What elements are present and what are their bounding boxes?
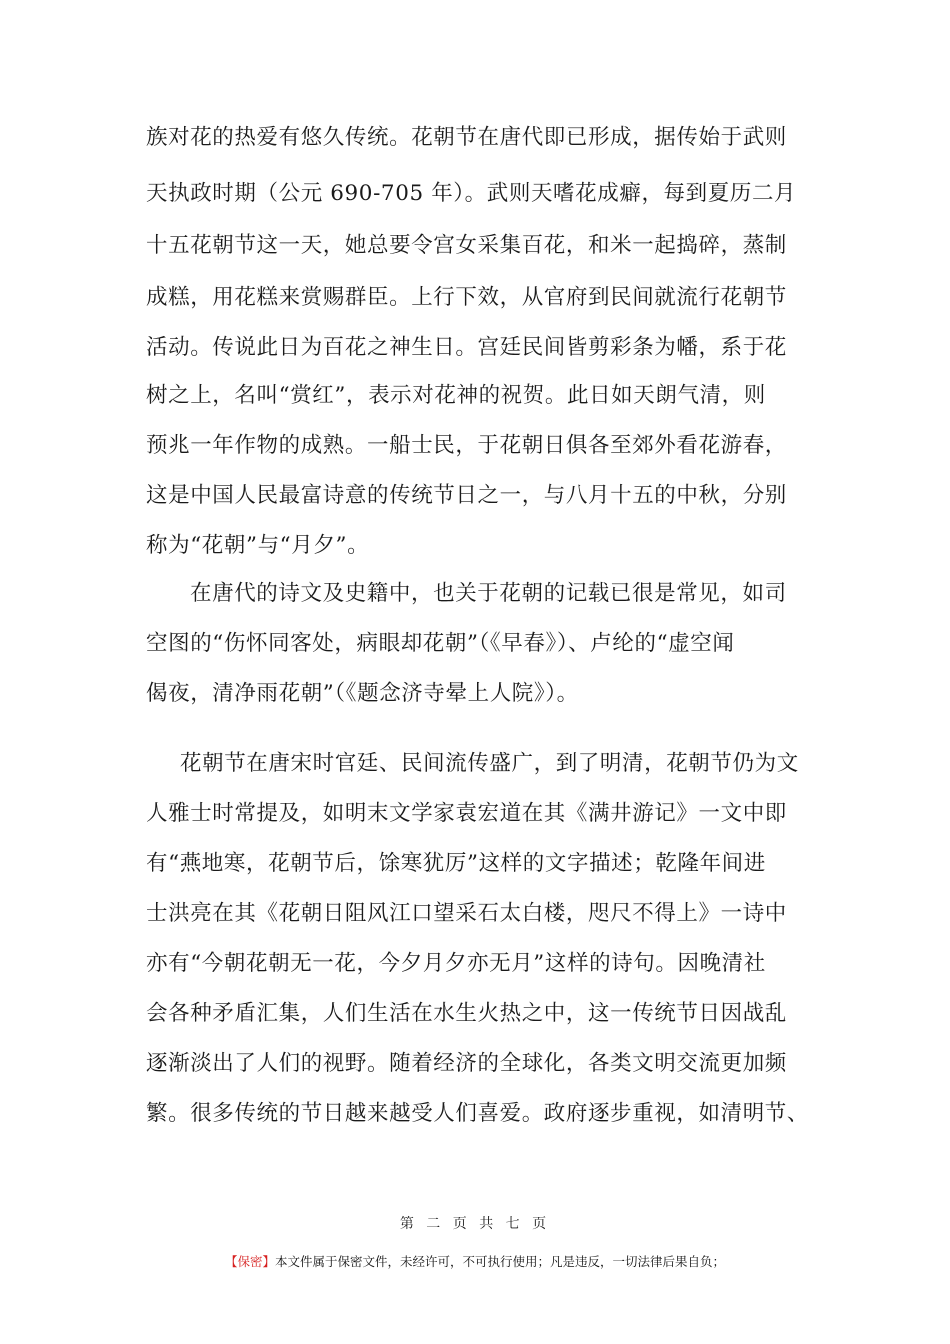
paragraph-line: 在唐代的诗文及史籍中，也关于花朝的记载已很是常见，如司 [190, 581, 787, 606]
paragraph-line: 十五花朝节这一天，她总要令宫女采集百花，和米一起捣碎，蒸制 [146, 233, 787, 258]
paragraph-line: 空图的“伤怀同客处，病眼却花朝”（《早春》）、卢纶的“虚空闻 [146, 631, 735, 656]
paragraph-line: 繁。很多传统的节日越来越受人们喜爱。政府逐步重视，如清明节、 [146, 1101, 810, 1126]
paragraph-line: 成糕，用花糕来赏赐群臣。上行下效，从官府到民间就流行花朝节 [146, 285, 787, 310]
paragraph-line: 逐渐淡出了人们的视野。随着经济的全球化，各类文明交流更加频 [146, 1051, 787, 1076]
paragraph-line: 人雅士时常提及，如明末文学家袁宏道在其《满井游记》一文中即 [146, 801, 787, 826]
paragraph-line: 会各种矛盾汇集，人们生活在水生火热之中，这一传统节日因战乱 [146, 1001, 787, 1026]
paragraph-line: 称为“花朝”与“月夕”。 [146, 533, 370, 558]
paragraph-line: 这是中国人民最富诗意的传统节日之一，与八月十五的中秋，分别 [146, 483, 787, 508]
confidential-text: 本文件属于保密文件，未经许可，不可执行使用；凡是违反，一切法律后果自负； [275, 1255, 726, 1269]
paragraph-line: 预兆一年作物的成熟。一船士民，于花朝日俱各至郊外看花游春， [146, 433, 787, 458]
paragraph-line: 活动。传说此日为百花之神生日。宫廷民间皆剪彩条为幡，系于花 [146, 335, 787, 360]
paragraph-line: 士洪亮在其《花朝日阻风江口望采石太白楼，咫尺不得上》一诗中 [146, 901, 787, 926]
paragraph-line: 有“燕地寒，花朝节后，馀寒犹厉”这样的文字描述；乾隆年间进 [146, 851, 766, 876]
paragraph-line: 亦有“今朝花朝无一花，今夕月夕亦无月”这样的诗句。因晚清社 [146, 951, 766, 976]
paragraph-line: 族对花的热爱有悠久传统。花朝节在唐代即已形成，据传始于武则 [146, 125, 787, 150]
paragraph-line: 天执政时期（公元 690-705 年）。武则天嗜花成癖，每到夏历二月 [146, 181, 797, 206]
page-number: 第 二 页 共 七 页 [399, 1216, 551, 1232]
paragraph-line: 树之上，名叫“赏红”，表示对花神的祝贺。此日如天朗气清，则 [146, 383, 766, 408]
paragraph-line: 花朝节在唐宋时官廷、民间流传盛广，到了明清，花朝节仍为文 [180, 751, 799, 776]
paragraph-line: 偈夜，清净雨花朝”（《题念济寺晕上人院》）。 [146, 681, 579, 706]
confidential-tag: 【保密】 [224, 1255, 275, 1269]
confidential-notice [0, 1252, 950, 1270]
